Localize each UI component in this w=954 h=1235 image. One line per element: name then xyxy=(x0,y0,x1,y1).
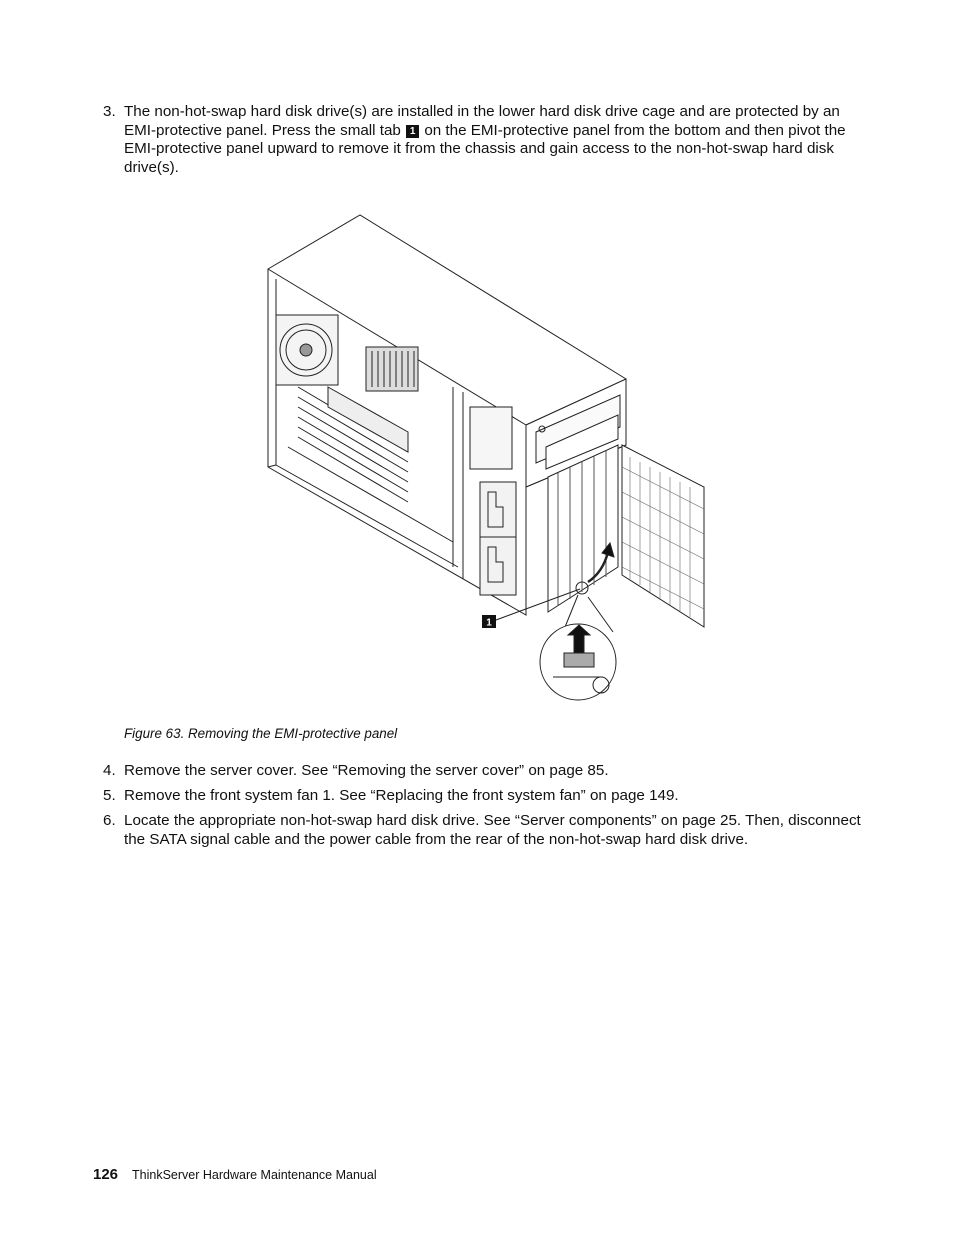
step-3 xyxy=(103,103,863,177)
callout-tag-inline: 1 xyxy=(406,125,419,138)
step-5-number: 5. xyxy=(103,787,116,804)
step-3-text-a: The non-hot-swap hard disk drive(s) are installed in the lower hard disk drive cage and are protected by an EMI-protective panel. Press the small tab xyxy=(124,103,840,139)
step-3-number: 3. xyxy=(103,103,116,120)
page-number: 126 xyxy=(93,1166,119,1183)
step-6-number: 6. xyxy=(103,812,116,829)
step-3-text xyxy=(124,103,863,177)
step-5-text: Remove the front system fan 1. See “Replacing the front system fan” on page 149. xyxy=(124,787,679,804)
step-4 xyxy=(103,762,863,781)
page-footer xyxy=(93,1166,377,1183)
manual-title: ThinkServer Hardware Maintenance Manual xyxy=(132,1168,377,1182)
figure-caption: Figure 63. Removing the EMI-protective panel xyxy=(124,726,398,741)
step-4-number: 4. xyxy=(103,762,116,779)
server-chassis-illustration xyxy=(258,207,708,707)
step-4-text: Remove the server cover. See “Removing the server cover” on page 85. xyxy=(124,762,609,779)
svg-text:1: 1 xyxy=(486,617,492,629)
step-5 xyxy=(103,787,863,806)
step-3-text-b: on the EMI-protective panel from the bottom and then pivot the EMI-protective panel upward to remove it from the chassis and gain access to the non-hot-swap hard disk drive(s). xyxy=(124,121,846,176)
step-6 xyxy=(103,812,863,849)
callout-1 xyxy=(482,615,496,629)
step-6-text: Locate the appropriate non-hot-swap hard disk drive. See “Server components” on page 25. Then, disconnect the SATA signal cable and the power cable from the rear of the non-hot-swap hard disk drive. xyxy=(124,812,861,848)
